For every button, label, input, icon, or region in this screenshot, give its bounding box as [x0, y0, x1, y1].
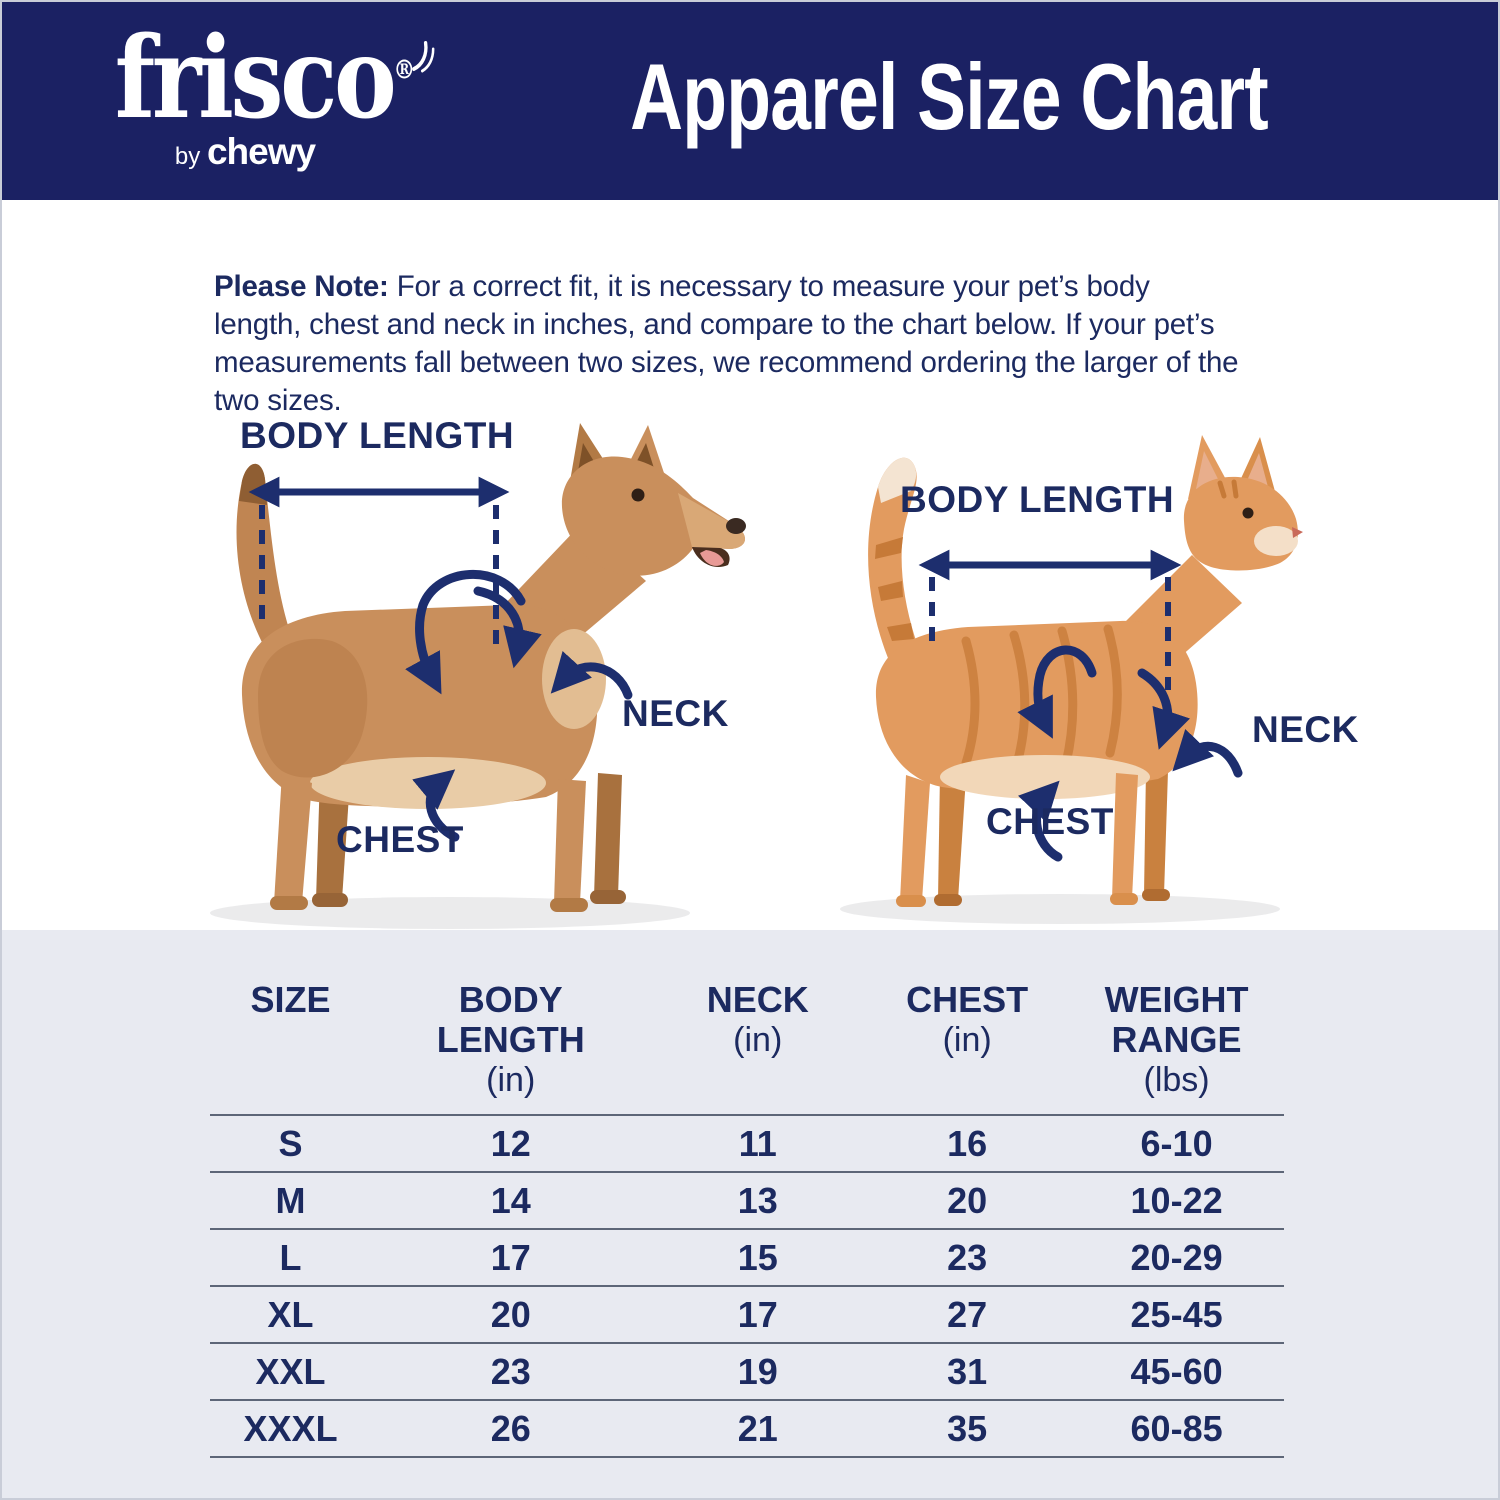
cat-body-length-label: BODY LENGTH: [900, 479, 1175, 520]
table-row-xxl: [210, 1344, 1284, 1399]
dog-chest-label: CHEST: [336, 819, 464, 860]
table-row-s: [210, 1116, 1284, 1171]
size-cell: L: [279, 1236, 302, 1278]
chest-cell: 23: [947, 1236, 988, 1278]
body-length-cell: 26: [490, 1407, 531, 1449]
neck-cell: 19: [737, 1350, 778, 1392]
table-row-l: [210, 1230, 1284, 1285]
column-header-weight-range: WEIGHT RANGE (lbs): [1104, 979, 1249, 1099]
size-cell: XXL: [255, 1350, 326, 1392]
cat-neck-label: NECK: [1252, 709, 1359, 750]
weight-cell: 10-22: [1130, 1179, 1223, 1221]
weight-cell: 20-29: [1130, 1236, 1223, 1278]
dog-neck-label: NECK: [622, 693, 729, 734]
neck-cell: 15: [737, 1236, 778, 1278]
body-length-cell: 20: [490, 1293, 531, 1335]
chest-cell: 20: [947, 1179, 988, 1221]
body-length-cell: 14: [490, 1179, 531, 1221]
dog-body-length-label: BODY LENGTH: [240, 415, 515, 456]
logo-tail-swash-icon: [410, 0, 435, 85]
byline-prefix: by: [174, 143, 201, 171]
column-header-chest: CHEST (in): [906, 979, 1029, 1059]
chewy-wordmark: chewy: [206, 131, 316, 173]
table-row-xxxl: [210, 1401, 1284, 1456]
frisco-logo-text: [114, 12, 416, 144]
registered-mark: ®: [393, 55, 416, 86]
cat-illustration: [790, 395, 1410, 935]
table-row-xl: [210, 1287, 1284, 1342]
size-table-section: [2, 930, 1498, 1498]
body-length-cell: 17: [490, 1236, 531, 1278]
chest-cell: 31: [947, 1350, 988, 1392]
neck-cell: 17: [737, 1293, 778, 1335]
cat-chest-label: CHEST: [986, 801, 1114, 842]
column-header-size: SIZE: [250, 979, 331, 1020]
body-length-cell: 23: [490, 1350, 531, 1392]
neck-cell: 21: [737, 1407, 778, 1449]
note-label: Please Note:: [214, 269, 389, 303]
cat-measurement-diagram: [790, 395, 1410, 935]
size-table: [210, 980, 1284, 1458]
table-divider: [210, 1456, 1284, 1458]
dog-illustration: [170, 395, 790, 935]
note-text: For a correct fit, it is necessary to measure your pet’s body length, chest and neck in inches, and compare to the chart below. If your pet’s measurements fall between two sizes, we recommend ordering the larger of the two sizes.: [214, 269, 1239, 417]
size-cell: XXXL: [243, 1407, 338, 1449]
size-cell: S: [278, 1122, 303, 1164]
body-length-cell: 12: [490, 1122, 531, 1164]
weight-cell: 6-10: [1140, 1122, 1213, 1164]
header-banner: [2, 2, 1498, 200]
weight-cell: 45-60: [1130, 1350, 1223, 1392]
table-row-m: [210, 1173, 1284, 1228]
dog-body-group: [237, 423, 746, 912]
weight-cell: 60-85: [1130, 1407, 1223, 1449]
weight-cell: 25-45: [1130, 1293, 1223, 1335]
dog-measurement-diagram: [170, 395, 790, 935]
size-cell: XL: [267, 1293, 314, 1335]
chest-cell: 27: [947, 1293, 988, 1335]
size-cell: M: [275, 1179, 306, 1221]
frisco-by-chewy-logo: [90, 12, 416, 174]
chest-cell: 35: [947, 1407, 988, 1449]
page-title: Apparel Size Chart: [630, 44, 1268, 149]
frisco-wordmark: frisco: [114, 12, 394, 144]
neck-cell: 11: [738, 1122, 777, 1164]
table-header-row: [210, 980, 1284, 1114]
column-header-neck: NECK (in): [706, 979, 809, 1059]
chest-cell: 16: [947, 1122, 988, 1164]
column-header-body-length: BODY LENGTH (in): [436, 979, 585, 1099]
neck-cell: 13: [737, 1179, 778, 1221]
